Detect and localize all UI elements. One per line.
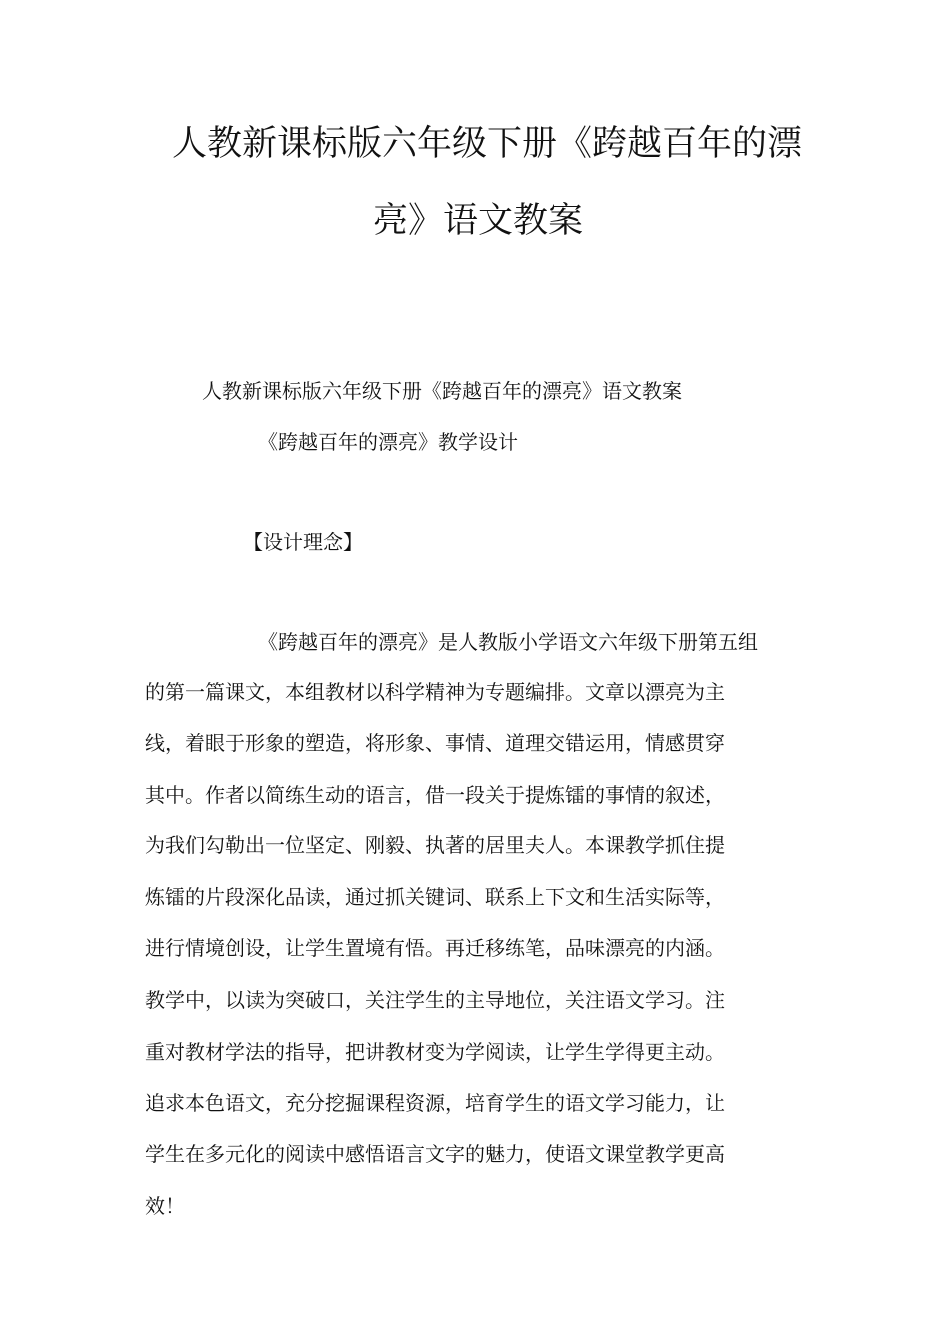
body-line: 的第一篇课文，本组教材以科学精神为专题编排。文章以漂亮为主 [145, 680, 725, 704]
body-line: 追求本色语文，充分挖掘课程资源，培育学生的语文学习能力，让 [145, 1091, 725, 1115]
body-line: 为我们勾勒出一位坚定、刚毅、执著的居里夫人。本课教学抓住提 [145, 833, 725, 857]
body-line: 教学中，以读为突破口，关注学生的主导地位，关注语文学习。注 [145, 988, 725, 1012]
document-title-line-1: 人教新课标版六年级下册《跨越百年的漂 [172, 124, 803, 164]
section-heading: 【设计理念】 [243, 530, 363, 554]
body-line: 重对教材学法的指导，把讲教材变为学阅读，让学生学得更主动。 [145, 1040, 725, 1064]
body-line: 线，着眼于形象的塑造，将形象、事情、道理交错运用，情感贯穿 [145, 731, 725, 755]
body-line: 炼镭的片段深化品读，通过抓关键词、联系上下文和生活实际等， [145, 885, 725, 909]
body-line: 进行情境创设，让学生置境有悟。再迁移练笔，品味漂亮的内涵。 [145, 936, 725, 960]
body-line: 其中。作者以简练生动的语言，借一段关于提炼镭的事情的叙述， [145, 783, 725, 807]
body-line: 学生在多元化的阅读中感悟语言文字的魅力，使语文课堂教学更高 [145, 1142, 725, 1166]
body-line: 《跨越百年的漂亮》是人教版小学语文六年级下册第五组 [258, 630, 758, 654]
document-title-line-2: 亮》语文教案 [373, 201, 584, 241]
design-title: 《跨越百年的漂亮》教学设计 [258, 430, 518, 454]
body-line: 效！ [145, 1194, 185, 1218]
document-subtitle: 人教新课标版六年级下册《跨越百年的漂亮》语文教案 [202, 379, 682, 403]
